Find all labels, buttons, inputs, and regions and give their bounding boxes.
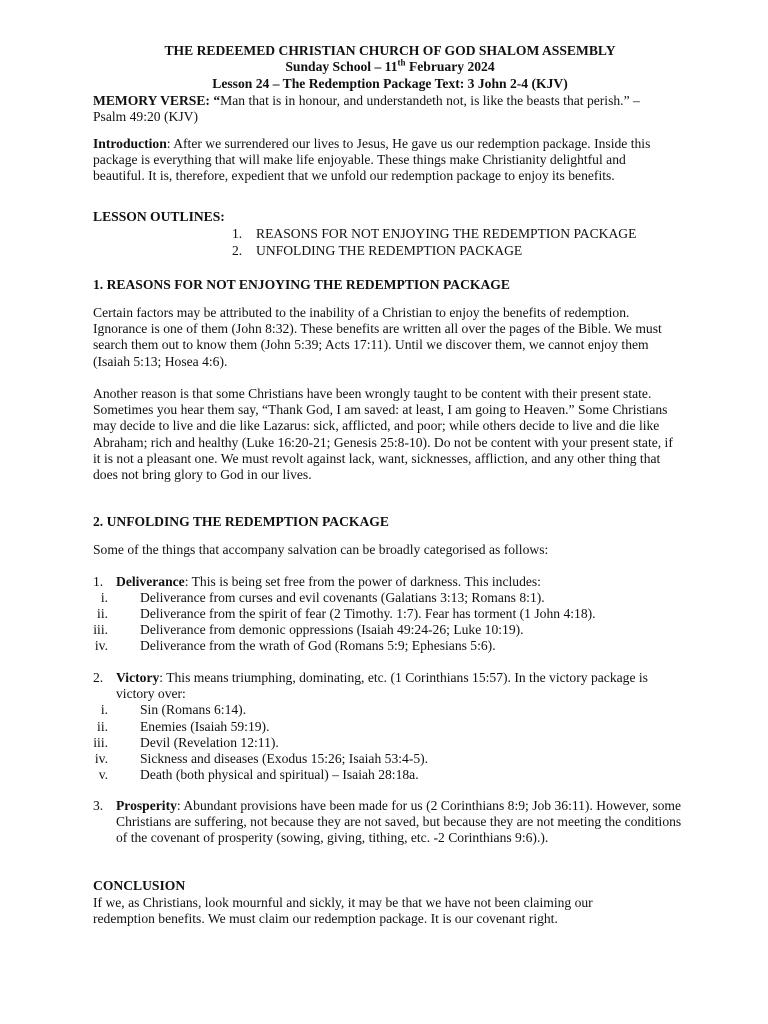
memory-verse-label: MEMORY VERSE: “: [93, 93, 221, 108]
section2-heading: 2. UNFOLDING THE REDEMPTION PACKAGE: [93, 514, 389, 529]
deliverance-label: Deliverance: [116, 574, 185, 589]
list-item: iii. Devil (Revelation 12:11).: [93, 734, 279, 750]
conclusion-text: If we, as Christians, look mournful and sickly, it may be that we have not been claiming our redemption benefits. We must claim our redemption package. It is our covenant right.: [93, 895, 593, 927]
lesson-outlines-list: [232, 226, 692, 259]
prosperity-block: [93, 798, 693, 847]
section1-paragraph-1: Certain factors may be attributed to the inability of a Christian to enjoy the benefits of redemption. Ignorance is one of them (John 8:32). These benefits are written all over the pages of the Bible. We must search them out to know them (John 5:39; Acts 17:11). Until we discover them, we cannot enjoy them (Isaiah 5:13; Hosea 4:6).: [93, 305, 662, 369]
section1-paragraph-2: Another reason is that some Christians have been wrongly taught to be content with their present state. Sometimes you hear them say, “Thank God, I am saved: at least, I am going to Heaven.” Some Christians may decide to live and die like Lazarus: sick, afflicted, and poor; while others decide to live and die like Abraham; rich and healthy (Luke 16:20-21; Genesis 25:8-10). Do not be content with your present state, if it is not a pleasant one. We must revolt against lack, want, sicknesses, affliction, and any other thing that does not bring glory to God in our lives.: [93, 386, 673, 483]
list-item: iii. Deliverance from demonic oppressions (Isaiah 49:24-26; Luke 10:19).: [93, 622, 524, 638]
church-title: THE REDEEMED CHRISTIAN CHURCH OF GOD SHALOM ASSEMBLY: [164, 43, 616, 58]
prosperity-header: 3. Prosperity: Abundant provisions have been made for us (2 Corinthians 8:9; Job 36:11). However, some Christians are suffering, not because they are not saved, but because they are not meeting the conditions of the covenant of prosperity (sowing, giving, tithing, etc. -2 Corinthians 9:6).).: [93, 798, 682, 846]
outline-item: 1. REASONS FOR NOT ENJOYING THE REDEMPTION PACKAGE: [232, 226, 637, 241]
lesson-title: Lesson 24 – The Redemption Package Text: 3 John 2-4 (KJV): [212, 76, 568, 91]
list-item: iv. Sickness and diseases (Exodus 15:26; Isaiah 53:4-5).: [94, 750, 429, 766]
victory-block: [93, 670, 693, 783]
conclusion-heading: CONCLUSION: [93, 878, 186, 893]
section1-heading: 1. REASONS FOR NOT ENJOYING THE REDEMPTION PACKAGE: [93, 277, 510, 292]
victory-label: Victory: [116, 670, 160, 685]
list-item: i. Sin (Romans 6:14).: [100, 702, 247, 718]
victory-header: 2. Victory: This means triumphing, dominating, etc. (1 Corinthians 15:57). In the victory package is victory over:: [93, 670, 648, 702]
list-item: i. Deliverance from curses and evil covenants (Galatians 3:13; Romans 8:1).: [100, 590, 545, 606]
introduction: [93, 136, 673, 185]
sunday-school-date: Sunday School – 11th February 2024: [285, 57, 495, 74]
list-item: ii. Deliverance from the spirit of fear (2 Timothy. 1:7). Fear has torment (1 John 4:18).: [97, 606, 596, 622]
memory-verse-text: Man that is in honour, and understandeth not, is like the beasts that perish.” – Psalm 49:20 (KJV): [93, 93, 640, 125]
section2-intro: Some of the things that accompany salvation can be broadly categorised as follows:: [93, 542, 549, 557]
list-item: v. Death (both physical and spiritual) – Isaiah 28:18a.: [98, 766, 419, 782]
lesson-outlines-heading: LESSON OUTLINES:: [93, 209, 225, 224]
memory-verse: [93, 93, 653, 125]
outline-item: 2. UNFOLDING THE REDEMPTION PACKAGE: [232, 242, 523, 258]
introduction-text: : After we surrendered our lives to Jesus, He gave us our redemption package. Inside this package is everything that will make life enjoyable. These things make Christianity delightful and beautiful. It is, therefore, expedient that we unfold our redemption package to enjoy its benefits.: [93, 136, 651, 184]
deliverance-header: 1. Deliverance: This is being set free from the power of darkness. This includes:: [93, 574, 541, 589]
list-item: iv. Deliverance from the wrath of God (Romans 5:9; Ephesians 5:6).: [94, 638, 496, 654]
introduction-label: Introduction: [93, 136, 167, 151]
deliverance-block: [93, 574, 693, 655]
prosperity-label: Prosperity: [116, 798, 177, 813]
list-item: ii. Enemies (Isaiah 59:19).: [97, 718, 270, 734]
